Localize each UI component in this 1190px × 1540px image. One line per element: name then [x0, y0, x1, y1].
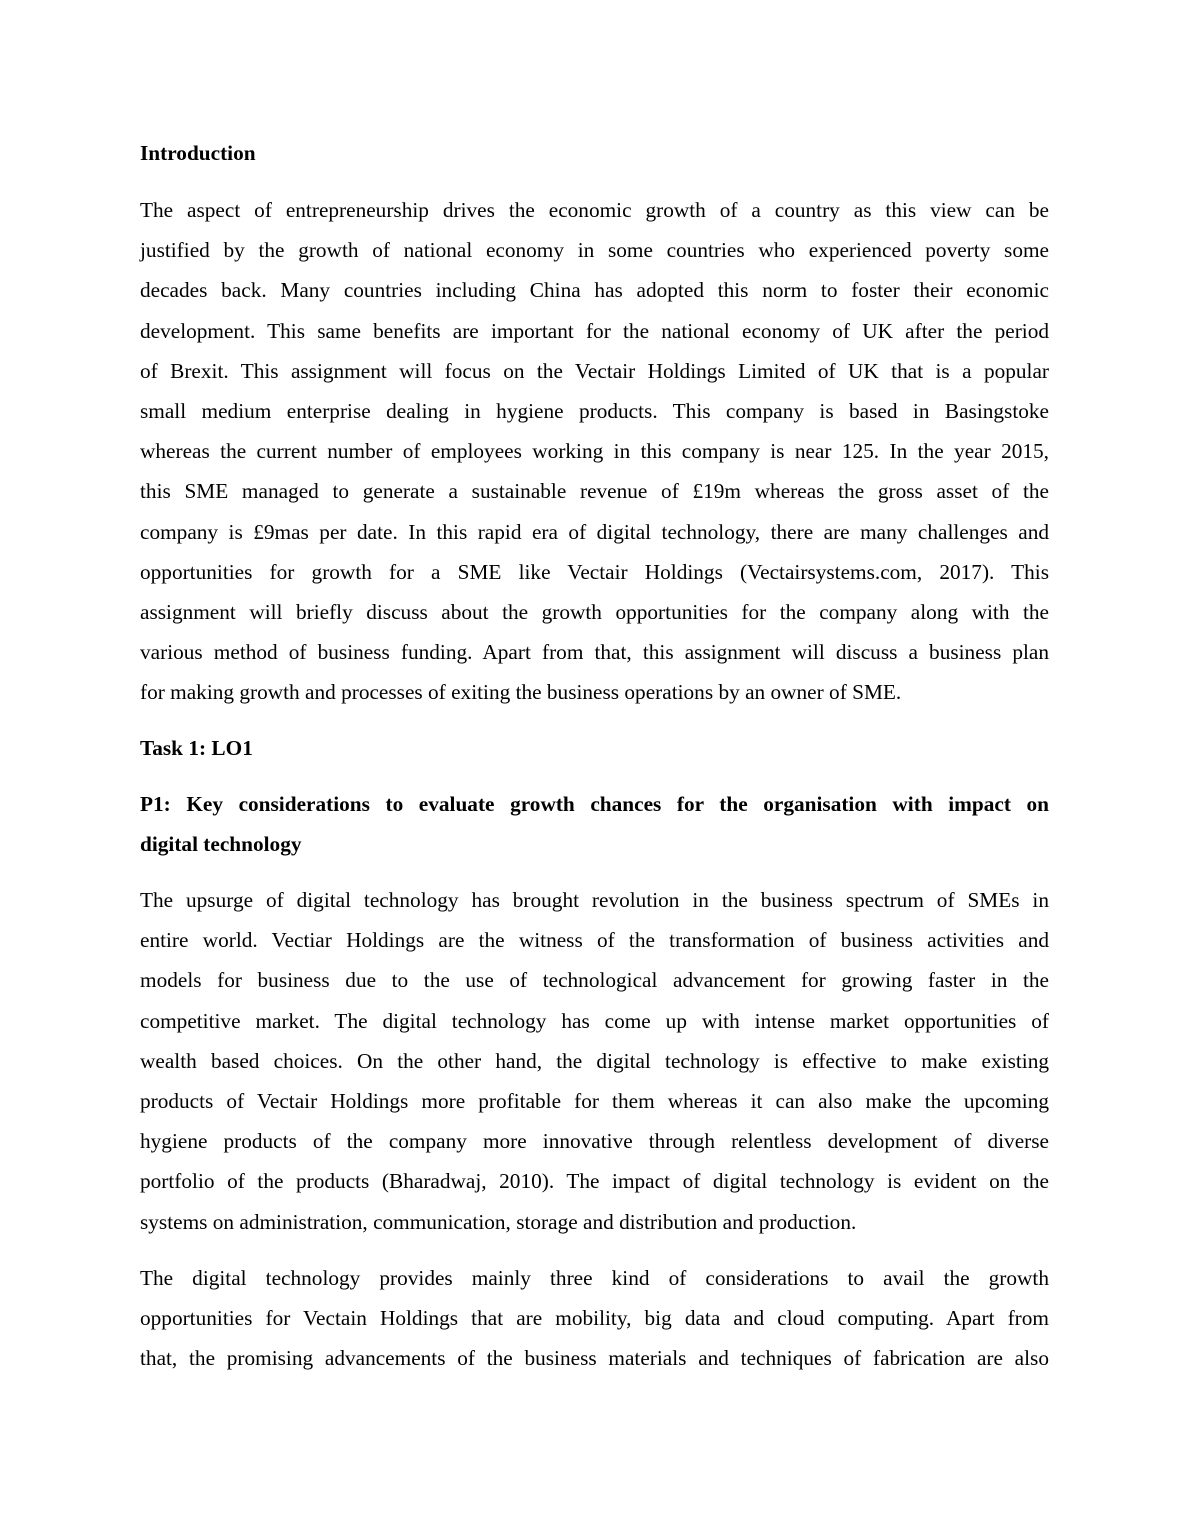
text-line: decades back. Many countries including China has adopted this norm to foster their economic	[140, 278, 1049, 303]
p1-heading	[140, 784, 1049, 864]
p1-paragraph-2	[140, 1258, 1049, 1379]
text-line: opportunities for growth for a SME like Vectair Holdings (Vectairsystems.com, 2017). This	[140, 559, 1049, 584]
text-line: various method of business funding. Apart from that, this assignment will discuss a business plan	[140, 640, 1049, 665]
text-line: company is £9mas per date. In this rapid era of digital technology, there are many challenges and	[140, 519, 1049, 544]
task-heading: Task 1: LO1	[140, 736, 253, 760]
text-line: wealth based choices. On the other hand, the digital technology is effective to make existing	[140, 1048, 1049, 1073]
text-line: development. This same benefits are important for the national economy of UK after the period	[140, 318, 1049, 343]
text-line: competitive market. The digital technology has come up with intense market opportunities of	[140, 1008, 1049, 1033]
text-line: portfolio of the products (Bharadwaj, 2010). The impact of digital technology is evident on the	[140, 1169, 1049, 1194]
text-line: this SME managed to generate a sustainable revenue of £19m whereas the gross asset of the	[140, 479, 1049, 504]
text-line: models for business due to the use of technological advancement for growing faster in the	[140, 968, 1049, 993]
intro-paragraph	[140, 190, 1049, 712]
text-line: P1: Key considerations to evaluate growth chances for the organisation with impact on	[140, 792, 1049, 816]
text-line: of Brexit. This assignment will focus on the Vectair Holdings Limited of UK that is a popular	[140, 358, 1049, 383]
text-line: entire world. Vectiar Holdings are the witness of the transformation of business activities and	[140, 928, 1049, 953]
text-line: The aspect of entrepreneurship drives the economic growth of a country as this view can be	[140, 198, 1049, 222]
text-line: whereas the current number of employees working in this company is near 125. In the year 2015,	[140, 439, 1049, 464]
text-line: hygiene products of the company more innovative through relentless development of diverse	[140, 1129, 1049, 1154]
text-line: digital technology	[140, 832, 302, 857]
text-line: for making growth and processes of exiting the business operations by an owner of SME.	[140, 680, 902, 705]
text-line: small medium enterprise dealing in hygiene products. This company is based in Basingstoke	[140, 398, 1049, 423]
text-line: justified by the growth of national economy in some countries who experienced poverty some	[140, 238, 1049, 263]
text-line: The upsurge of digital technology has brought revolution in the business spectrum of SMEs in	[140, 888, 1049, 912]
task-heading-block	[140, 728, 1049, 768]
p1-paragraph-1	[140, 880, 1049, 1242]
text-line: systems on administration, communication, storage and distribution and production.	[140, 1209, 857, 1234]
text-line: assignment will briefly discuss about the growth opportunities for the company along with the	[140, 599, 1049, 624]
intro-heading: Introduction	[140, 141, 256, 165]
text-line: that, the promising advancements of the business materials and techniques of fabrication are also	[140, 1346, 1049, 1371]
text-line: products of Vectair Holdings more profitable for them whereas it can also make the upcoming	[140, 1088, 1049, 1113]
intro-heading-block	[140, 133, 1049, 173]
text-line: The digital technology provides mainly three kind of considerations to avail the growth	[140, 1266, 1049, 1290]
text-line: opportunities for Vectain Holdings that are mobility, big data and cloud computing. Apart from	[140, 1306, 1049, 1331]
